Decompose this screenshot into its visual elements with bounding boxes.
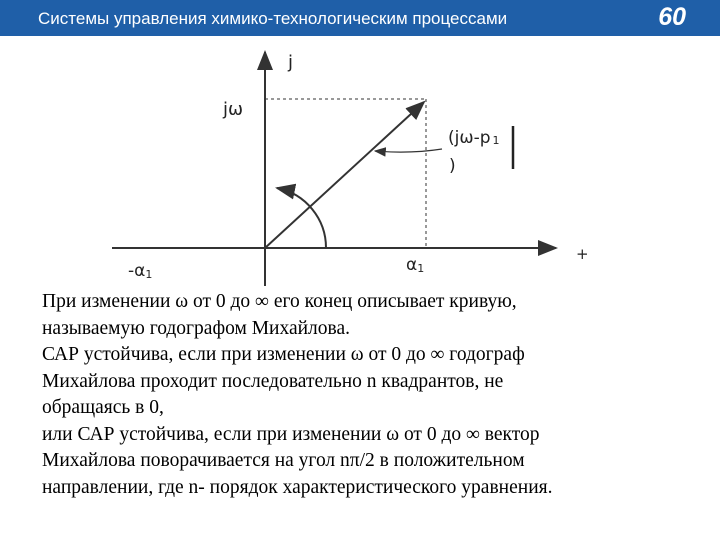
axis-j-label: j bbox=[288, 52, 294, 73]
vector-label-line1 bbox=[448, 128, 500, 148]
rotation-arc bbox=[277, 188, 326, 248]
alpha-main: α bbox=[406, 255, 418, 275]
vector-label-main: (jω-p bbox=[448, 128, 491, 148]
explanation-text bbox=[42, 289, 712, 501]
text-line: направлении, где n- порядок характеристического уравнения. bbox=[42, 476, 553, 498]
alpha-subscript: 1 bbox=[417, 262, 425, 275]
complex-plane-diagram bbox=[0, 36, 720, 286]
text-line: или САР устойчива, если при изменении ω от 0 до ∞ вектор bbox=[42, 423, 540, 445]
text-line: САР устойчива, если при изменении ω от 0 до ∞ годограф bbox=[42, 344, 525, 365]
text-line: Михайлова поворачивается на угол nπ/2 в положительном bbox=[42, 450, 525, 471]
neg-alpha-subscript: 1 bbox=[145, 268, 153, 281]
vector-label-subscript: 1 bbox=[492, 134, 500, 147]
text-line: При изменении ω от 0 до ∞ его конец описывает кривую, bbox=[42, 291, 517, 312]
label-leader-line bbox=[375, 149, 442, 152]
jw-label: jω bbox=[223, 99, 244, 120]
text-line: Михайлова проходит последовательно n квадрантов, не bbox=[42, 370, 504, 392]
slide-title: Системы управления химико-технологическим процессами bbox=[38, 9, 508, 28]
text-line: называемую годографом Михайлова. bbox=[42, 317, 351, 339]
alpha-label bbox=[406, 255, 424, 275]
page-number: 60 bbox=[658, 3, 686, 31]
slide-header bbox=[0, 0, 720, 36]
text-line: обращаясь в 0, bbox=[42, 397, 164, 418]
plus-label: + bbox=[576, 245, 589, 263]
neg-alpha-main: -α bbox=[128, 261, 146, 281]
neg-alpha-label bbox=[128, 261, 152, 281]
vector-label-line2: ) bbox=[449, 156, 456, 176]
mikhailov-vector bbox=[265, 102, 424, 248]
